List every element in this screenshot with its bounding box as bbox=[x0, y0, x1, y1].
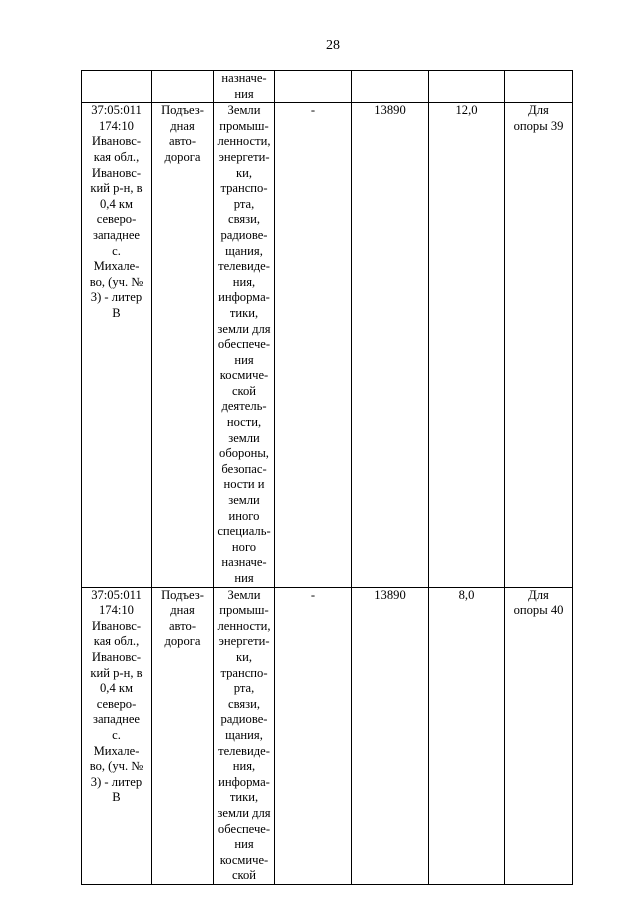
table-cell bbox=[352, 71, 429, 103]
object-name-cell: Подъез- дная авто- дорога bbox=[152, 587, 214, 884]
cadastral-cell: 37:05:011 174:10 Ивановс- кая обл., Ивановс- кий р-н, в 0,4 км северо- западнее с. Михале- во, (уч. № 3) - литер В bbox=[82, 587, 152, 884]
table-cell bbox=[429, 71, 505, 103]
table-cell bbox=[275, 71, 352, 103]
number-cell: 13890 bbox=[352, 587, 429, 884]
table-cell: назначе- ния bbox=[214, 71, 275, 103]
table-row-continuation bbox=[82, 71, 573, 103]
table-row bbox=[82, 103, 573, 587]
page-number: 28 bbox=[326, 38, 340, 53]
purpose-cell: Для опоры 40 bbox=[505, 587, 573, 884]
table-row bbox=[82, 587, 573, 884]
dash-cell: - bbox=[275, 587, 352, 884]
land-plots-table bbox=[81, 70, 573, 885]
dash-cell: - bbox=[275, 103, 352, 587]
table-cell bbox=[152, 71, 214, 103]
purpose-cell: Для опоры 39 bbox=[505, 103, 573, 587]
number-cell: 13890 bbox=[352, 103, 429, 587]
object-name-cell: Подъез- дная авто- дорога bbox=[152, 103, 214, 587]
table-cell bbox=[82, 71, 152, 103]
area-cell: 8,0 bbox=[429, 587, 505, 884]
land-category-cell: Земли промыш- ленности, энергети- ки, транспо- рта, связи, радиове- щания, телевиде- ния, информа- тики, земли для обеспече- ния космиче- ской деятель- ности, земли обороны, безопас- ности и земли иного специаль- ного назначе- ния bbox=[214, 103, 275, 587]
cadastral-cell: 37:05:011 174:10 Ивановс- кая обл., Ивановс- кий р-н, в 0,4 км северо- западнее с. Михале- во, (уч. № 3) - литер В bbox=[82, 103, 152, 587]
area-cell: 12,0 bbox=[429, 103, 505, 587]
table-cell bbox=[505, 71, 573, 103]
land-category-cell: Земли промыш- ленности, энергети- ки, транспо- рта, связи, радиове- щания, телевиде- ния, информа- тики, земли для обеспече- ния космиче- ской bbox=[214, 587, 275, 884]
